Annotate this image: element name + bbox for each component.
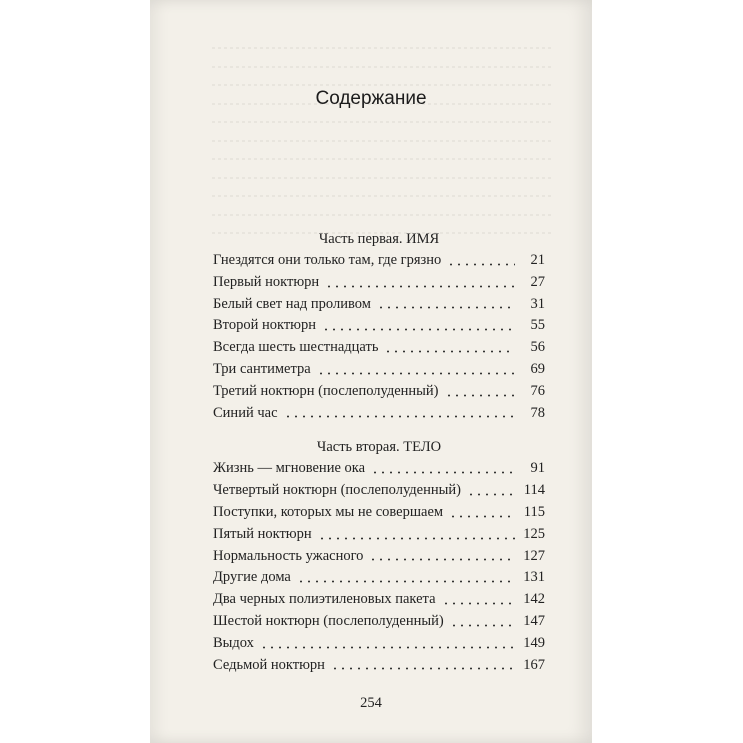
- dot-leader: [450, 624, 515, 627]
- entry-title: Всегда шесть шестнадцать: [213, 339, 379, 356]
- entry-page: 91: [530, 460, 545, 477]
- toc-entry: [213, 567, 545, 589]
- entry-title: Второй ноктюрн: [213, 317, 316, 334]
- entry-title: Шестой ноктюрн (послеполуденный): [213, 612, 444, 629]
- entry-title: Жизнь — мгновение ока: [213, 460, 366, 477]
- entry-title: Синий час: [213, 404, 278, 421]
- page-number: 254: [360, 695, 382, 711]
- entry-page: 125: [523, 525, 545, 542]
- dot-leader: [377, 306, 515, 309]
- dot-leader: [325, 285, 515, 288]
- entry-page: 115: [523, 503, 545, 520]
- part-heading-1: Часть первая. ИМЯ: [318, 231, 440, 247]
- entry-page: 78: [530, 404, 545, 421]
- bleed-through-text: [212, 38, 552, 242]
- entry-title: Белый свет над проливом: [213, 295, 371, 312]
- entry-page: 149: [523, 634, 545, 651]
- part-heading-2: Часть вторая. ТЕЛО: [316, 439, 442, 456]
- toc-entry: [213, 633, 545, 655]
- toc-entry: [213, 589, 545, 611]
- entry-page: 76: [530, 382, 545, 399]
- toc-entry: [213, 250, 545, 272]
- entry-title: Другие дома: [213, 569, 291, 586]
- entry-page: 167: [523, 656, 545, 673]
- dot-leader: [371, 471, 515, 474]
- toc-entry: [213, 502, 545, 524]
- toc-entry: [213, 294, 545, 316]
- dot-leader: [322, 328, 515, 331]
- entry-page: 31: [530, 295, 545, 312]
- dot-leader: [467, 493, 515, 496]
- entry-title: Третий ноктюрн (послеполуденный): [213, 382, 439, 399]
- toc-entry: [213, 381, 545, 403]
- toc-entry: [213, 655, 545, 677]
- toc-entry: [213, 403, 545, 425]
- entry-title: Три сантиметра: [213, 360, 311, 377]
- entry-title: Гнездятся они только там, где грязно: [213, 252, 442, 268]
- dot-leader: [447, 263, 515, 266]
- toc-entry: [213, 546, 545, 568]
- dot-leader: [297, 580, 515, 583]
- entry-page: 142: [523, 591, 545, 608]
- entry-title: Два черных полиэтиленовых пакета: [213, 591, 436, 608]
- entry-page: 55: [530, 317, 545, 334]
- toc-entry: [213, 611, 545, 633]
- dot-leader: [442, 602, 515, 605]
- dot-leader: [445, 394, 515, 397]
- dot-leader: [260, 646, 515, 649]
- dot-leader: [449, 515, 515, 518]
- entry-title: Пятый ноктюрн: [213, 525, 312, 542]
- entry-title: Седьмой ноктюрн: [213, 656, 325, 673]
- entry-title: Нормальность ужасного: [213, 547, 364, 564]
- dot-leader: [318, 537, 515, 540]
- toc-entry: [213, 337, 545, 359]
- toc-entry: [213, 524, 545, 546]
- toc-entry: [213, 272, 545, 294]
- entry-title: Четвертый ноктюрн (послеполуденный): [213, 482, 461, 499]
- toc-entry: [213, 480, 545, 502]
- toc-title: Содержание: [315, 88, 427, 109]
- entry-page: 147: [523, 612, 545, 629]
- entry-page: 114: [523, 482, 545, 499]
- entry-page: 21: [530, 252, 545, 268]
- dot-leader: [384, 350, 515, 353]
- entry-title: Поступки, которых мы не совершаем: [213, 503, 444, 520]
- entry-page: 131: [523, 569, 545, 586]
- entry-title: Первый ноктюрн: [213, 273, 320, 290]
- toc-entry: [213, 458, 545, 480]
- book-page: [150, 0, 592, 743]
- dot-leader: [284, 415, 516, 418]
- dot-leader: [369, 558, 515, 561]
- entry-title: Выдох: [213, 634, 254, 651]
- dot-leader: [317, 372, 515, 375]
- dot-leader: [331, 667, 515, 670]
- entry-page: 127: [523, 547, 545, 564]
- toc-entry: [213, 315, 545, 337]
- entry-page: 69: [530, 360, 545, 377]
- table-of-contents: [213, 228, 545, 676]
- entry-page: 56: [530, 339, 545, 356]
- toc-entry: [213, 359, 545, 381]
- entry-page: 27: [530, 273, 545, 290]
